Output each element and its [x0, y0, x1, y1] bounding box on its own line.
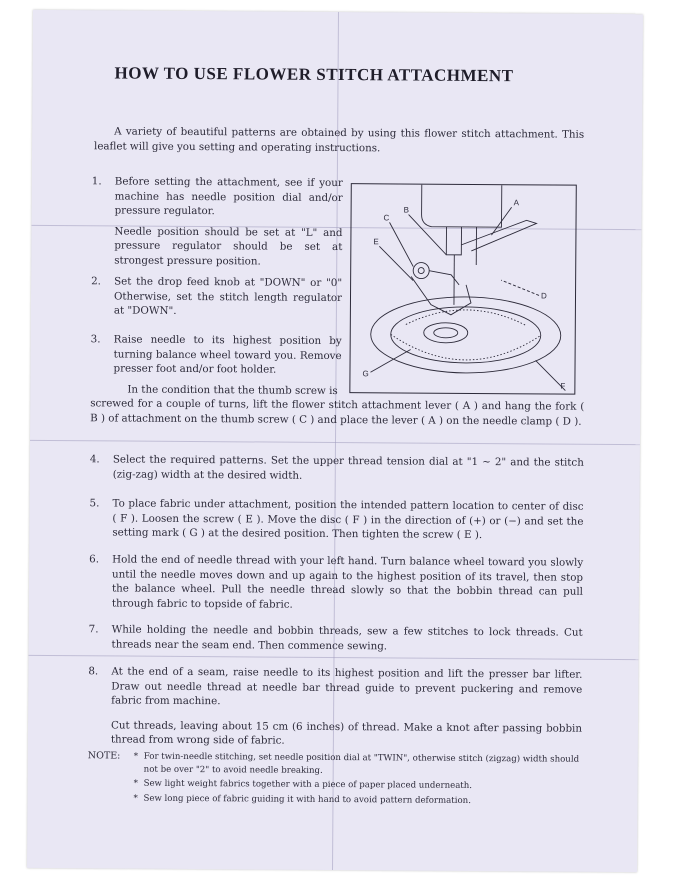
step-3-continued [90, 396, 584, 429]
instruction-leaflet [27, 10, 643, 872]
step-text: Select the required patterns. Set the upper thread tension dial at "1 ~ 2" and the stitch (zig-zag) width at the desired width. [112, 453, 584, 482]
intro-paragraph: A variety of beautiful patterns are obtained by using this flower stitch attachment. This leaflet will give you setting and operating instructions. [94, 125, 585, 154]
attachment-diagram [349, 183, 576, 395]
figure-label: D [540, 291, 547, 301]
figure-label: C [383, 213, 390, 223]
step-text: Before setting the attachment, see if your machine has needle position dial and/or pressure regulator. [114, 175, 343, 218]
step-text: Cut threads, leaving about 15 cm (6 inches) of thread. Make a knot after passing bobbin thread from wrong side of fabric. [110, 719, 583, 748]
step-text: screwed for a couple of turns, lift the flower stitch attachment lever ( A ) and hang the fork ( B ) of attachment on the thumb screw ( C ) and place the lever ( A ) on the needle clamp ( D ). [90, 397, 585, 428]
step-text: To place fabric under attachment, position the intended pattern location to center of disc ( F ). Loosen the screw ( E ). Move the disc ( F ) in the direction of (+) or (−) and set the setting mark ( G ) at the desired position. Then tighten the screw ( E ). [112, 497, 584, 542]
note-section [87, 750, 581, 809]
step-number: 7. [88, 623, 99, 636]
figure-label: B [403, 205, 409, 215]
step-text: In the condition that the thumb screw is [127, 383, 338, 397]
step-5 [89, 496, 584, 542]
step-text: Hold the end of needle thread with your left hand. Turn balance wheel toward you slowly until the needle moves down and up again to the highest position of its travel, then stop the balance wheel. Pull the needle thread slowly so that the bobbin thread can pull through fabric to topside of fabric. [111, 553, 584, 611]
step-text: While holding the needle and bobbin threads, sew a few stitches to lock threads. Cut threads near the seam end. Then commence sewing. [111, 623, 583, 652]
note-list [87, 750, 581, 807]
step-8 [88, 664, 583, 748]
step-number: 6. [89, 553, 100, 566]
figure-label: G [362, 369, 369, 379]
page-title: HOW TO USE FLOWER STITCH ATTACHMENT [114, 63, 514, 86]
figure-label: E [373, 237, 379, 247]
step-text: Set the drop feed knob at "DOWN" or "0" Otherwise, set the stitch length regulator at "DOWN". [113, 275, 343, 318]
step-number: 8. [88, 665, 99, 678]
step-4 [89, 452, 584, 482]
attachment-illustration [350, 184, 575, 394]
note-item: * For twin-needle stitching, set needle position dial at "TWIN", otherwise stitch (zigzag) width should not be over "2" to avoid needle breaking. [144, 751, 582, 779]
step-text: At the end of a seam, raise needle to its highest position and lift the presser bar lifter. Draw out needle thread at needle bar thread guide to prevent puckering and remove fabric from machine. [111, 665, 583, 708]
note-item: * Sew light weight fabrics together with a piece of paper placed underneath. [144, 778, 582, 794]
note-item: * Sew long piece of fabric guiding it with hand to avoid pattern deformation. [143, 792, 581, 808]
step-number: 5. [89, 497, 100, 510]
step-number: 4. [89, 453, 100, 466]
step-number: 1. [91, 175, 102, 188]
step-1 [91, 174, 586, 268]
step-6 [89, 552, 584, 611]
step-text: Needle position should be set at "L" and pressure regulator should be set at strongest pressure position. [114, 225, 343, 268]
step-7 [88, 622, 583, 652]
step-number: 2. [91, 275, 101, 288]
figure-label: A [513, 198, 520, 208]
step-text: Raise needle to its highest position by turning balance wheel toward you. Remove presser foot and/or foot holder. [113, 333, 342, 376]
step-number: 3. [90, 333, 101, 346]
figure-label: F [560, 381, 566, 391]
note-label: NOTE: [87, 750, 121, 762]
